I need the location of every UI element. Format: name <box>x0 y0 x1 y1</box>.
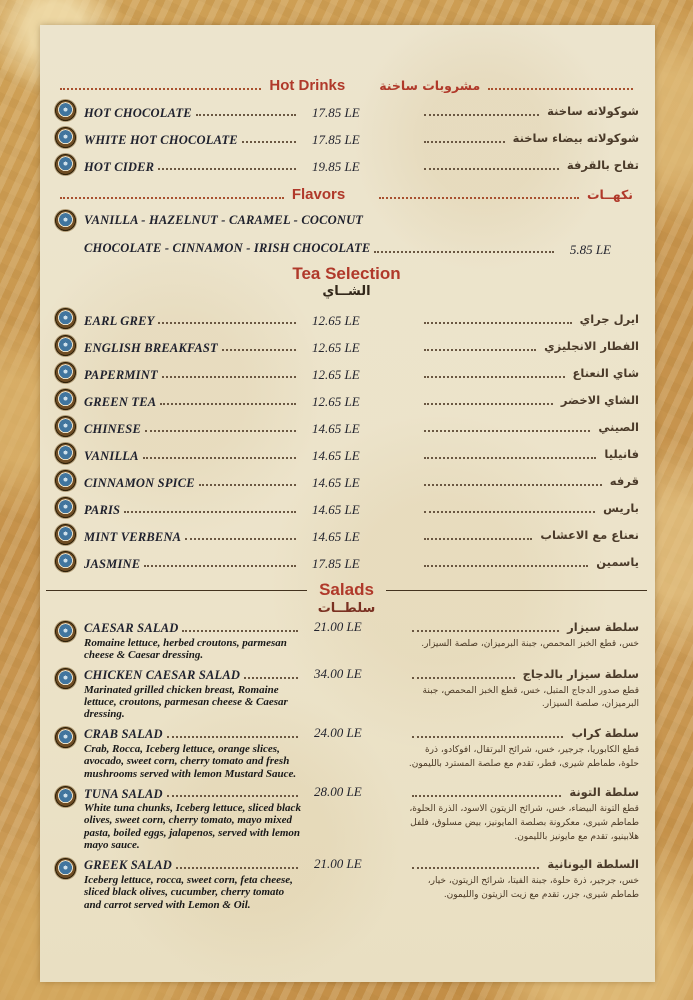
menu-item-green-tea <box>54 390 639 408</box>
item-price: 14.65 LE <box>312 475 360 491</box>
medallion-icon <box>55 100 76 121</box>
dot-leader <box>124 511 296 513</box>
item-name-ar: سلطة التونة <box>569 785 639 800</box>
item-price: 12.65 LE <box>312 313 360 329</box>
item-name-ar: نعناع مع الاعشاب <box>540 528 639 543</box>
item-price: 21.00 LE <box>314 618 362 634</box>
dot-leader <box>145 430 296 432</box>
dot-leader <box>222 349 296 351</box>
medallion-icon <box>55 470 76 491</box>
item-name-en: CRAB SALAD <box>84 727 163 742</box>
item-name-en: CHICKEN CAESAR SALAD <box>84 668 241 683</box>
dot-leader <box>160 403 296 405</box>
item-name-ar: باريس <box>603 501 639 516</box>
dot-leader <box>424 322 572 324</box>
item-name-en: PARIS <box>84 502 121 517</box>
dot-leader <box>424 141 505 143</box>
item-name-en: GREEK SALAD <box>84 858 172 873</box>
tea-title-en: Tea Selection <box>292 264 401 283</box>
dot-leader <box>412 795 561 797</box>
item-name-en: WHITE HOT CHOCOLATE <box>84 132 238 147</box>
medallion-icon <box>55 416 76 437</box>
item-name-en: GREEN TEA <box>84 394 157 409</box>
medallion-icon <box>55 551 76 572</box>
item-name-en: CAESAR SALAD <box>84 621 179 636</box>
divider-line <box>386 590 647 592</box>
item-description-ar: خس، قطع الخبز المحمص، جبنة البرميزان، صلصة السيزار. <box>421 638 639 649</box>
menu-item-paris <box>54 498 639 516</box>
dot-leader <box>242 141 296 143</box>
item-name-ar: سلطة سيزار بالدجاج <box>522 666 639 681</box>
item-name-en: CHINESE <box>84 421 141 436</box>
item-price: 12.65 LE <box>312 367 360 383</box>
dot-leader <box>374 251 553 253</box>
item-name-ar: قرفه <box>609 474 639 489</box>
menu-item-papermint <box>54 363 639 381</box>
dot-leader <box>158 322 296 324</box>
item-price: 19.85 LE <box>312 159 360 174</box>
menu-item-english-breakfast <box>54 336 639 354</box>
dot-leader <box>488 88 633 90</box>
dot-leader <box>60 88 261 90</box>
item-name-ar: شوكولاته بيضاء ساخنة <box>512 131 639 146</box>
item-name-en: JASMINE <box>84 556 141 571</box>
medallion-icon <box>55 443 76 464</box>
dot-leader <box>424 565 588 567</box>
dot-leader <box>185 538 296 540</box>
medallion-icon <box>55 524 76 545</box>
menu-item-chinese <box>54 417 639 435</box>
item-price: 17.85 LE <box>312 132 360 147</box>
salads-title-ar: سلطــات <box>317 600 376 616</box>
item-name-en: HOT CHOCOLATE <box>84 105 192 120</box>
item-name-ar: فانيليا <box>604 447 639 462</box>
medallion-icon <box>55 210 76 231</box>
salads-section-divider <box>46 580 647 600</box>
dot-leader <box>196 114 296 116</box>
flavors-line-2 <box>84 241 611 256</box>
dot-leader <box>379 197 579 199</box>
item-name-en: HOT CIDER <box>84 159 155 174</box>
dot-leader <box>424 484 602 486</box>
hot-drinks-header <box>56 73 637 93</box>
dot-leader <box>244 677 298 679</box>
item-price: 17.85 LE <box>312 556 360 572</box>
item-price: 17.85 LE <box>312 105 360 120</box>
menu-item-greek-salad <box>54 857 639 911</box>
menu-item-caesar-salad <box>54 620 639 662</box>
item-description-en: Crab, Rocca, Iceberg lettuce, orange slices, avocado, sweet corn, cherry tomato and fresh mushrooms served with lemon Mustard Sauce. <box>84 742 297 780</box>
item-description-en: Marinated grilled chicken breast, Romaine lettuce, croutons, parmesan cheese & Caesar dressing. <box>84 683 288 721</box>
medallion-icon <box>55 497 76 518</box>
item-name-ar: ايرل جراي <box>579 312 639 327</box>
medallion-icon <box>55 389 76 410</box>
item-name-ar: سلطة كراب <box>571 725 639 740</box>
menu-item-cinnamon-spice <box>54 471 639 489</box>
menu-item-hot-cider <box>54 155 639 173</box>
item-name-ar: تفاح بالقرفة <box>566 158 639 173</box>
tea-title-ar: الشــاي <box>322 284 371 300</box>
dot-leader <box>424 349 536 351</box>
item-price: 12.65 LE <box>312 394 360 410</box>
item-description-ar: خس، جرجير، ذرة حلوة، جبنة الفيتا، شرائح الزيتون، خيار، طماطم شيرى، جزر، تقدم مع زيت الزيتون والليمون. <box>427 875 639 900</box>
dot-leader <box>162 376 296 378</box>
menu-item-tuna-salad <box>54 785 639 852</box>
dot-leader <box>158 168 296 170</box>
item-name-en: EARL GREY <box>84 313 155 328</box>
item-price: 14.65 LE <box>312 529 360 545</box>
menu-item-crab-salad <box>54 726 639 780</box>
item-price: 14.65 LE <box>312 502 360 518</box>
medallion-icon <box>55 621 76 642</box>
dot-leader <box>424 168 559 170</box>
item-name-ar: السلطة اليونانية <box>547 856 639 871</box>
divider-line <box>46 590 307 592</box>
dot-leader <box>424 376 565 378</box>
dot-leader <box>176 867 298 869</box>
dot-leader <box>424 403 553 405</box>
hot-drinks-title-ar: مشروبات ساخنة <box>379 78 481 94</box>
dot-leader <box>412 736 563 738</box>
dot-leader <box>60 197 284 199</box>
flavors-header <box>56 182 637 202</box>
flavors-header-ar <box>375 188 637 202</box>
menu-item-white-hot-chocolate <box>54 128 639 146</box>
hot-drinks-header-en <box>56 78 349 93</box>
medallion-icon <box>55 727 76 748</box>
medallion-icon <box>55 858 76 879</box>
item-price: 34.00 LE <box>314 665 362 681</box>
item-name-ar: شوكولاته ساخنة <box>547 104 639 119</box>
hot-drinks-title-en: Hot Drinks <box>269 77 346 94</box>
item-description-ar: قطع الكابوريا، جرجير، خس، شرائح البرتقال، افوكادو، ذرة حلوة، طماطم شيرى، فطر، تقدم مع صلصة المسترد بالليمون. <box>408 744 639 769</box>
menu-item-vanilla-tea <box>54 444 639 462</box>
item-name-ar: شاي النعناع <box>572 366 639 381</box>
item-description-en: White tuna chunks, Iceberg lettuce, sliced black olives, sweet corn, cherry tomato, mayo mixed pasta, boiled eggs, jalapenos, served with lemon mayo sauce. <box>84 802 301 852</box>
item-name-en: PAPERMINT <box>84 367 158 382</box>
item-price: 12.65 LE <box>312 340 360 356</box>
menu-item-mint-verbena <box>54 525 639 543</box>
medallion-icon <box>55 154 76 175</box>
dot-leader <box>424 457 596 459</box>
tea-section-title <box>54 264 639 301</box>
flavors-title-en: Flavors <box>291 186 346 203</box>
item-name-ar: ياسمين <box>596 555 639 570</box>
hot-drinks-header-ar <box>375 79 637 93</box>
flavors-list-2: CHOCOLATE - CINNAMON - IRISH CHOCOLATE <box>84 241 371 255</box>
menu-item-chicken-caesar-salad <box>54 667 639 721</box>
item-description-ar: قطع صدور الدجاج المتبل، خس، قطع الخبز المحمص، جبنة البرميزان، صلصة السيزار. <box>422 685 639 710</box>
medallion-icon <box>55 786 76 807</box>
dot-leader <box>143 457 296 459</box>
dot-leader <box>424 511 595 513</box>
item-price: 24.00 LE <box>314 724 362 740</box>
dot-leader <box>144 565 296 567</box>
dot-leader <box>412 677 515 679</box>
item-price: 14.65 LE <box>312 421 360 437</box>
dot-leader <box>167 736 298 738</box>
item-price: 28.00 LE <box>314 784 362 800</box>
item-name-en: TUNA SALAD <box>84 786 163 801</box>
item-price: 14.65 LE <box>312 448 360 464</box>
item-name-ar: سلطة سيزار <box>567 619 639 634</box>
flavors-price: 5.85 LE <box>569 242 611 257</box>
dot-leader <box>424 538 532 540</box>
menu-item-jasmine <box>54 552 639 570</box>
item-name-ar: الفطار الانجليزي <box>544 339 639 354</box>
tea-items <box>54 309 639 570</box>
menu-item-hot-chocolate <box>54 101 639 119</box>
flavors-line-1 <box>54 210 639 231</box>
item-description-ar: قطع التونة البيضاء، خس، شرائح الزيتون الاسود، الذرة الحلوة، طماطم شيرى، معكرونة بصلصة المايونيز، بيض مسلوق، فلفل هلابينيو، تقدم مع مايونيز بالليمون. <box>409 804 639 842</box>
item-name-ar: الصيني <box>598 420 639 435</box>
flavors-list-1: VANILLA - HAZELNUT - CARAMEL - COCONUT <box>84 213 364 227</box>
item-description-en: Iceberg lettuce, rocca, sweet corn, feta cheese, sliced black olives, cucumber, cherry tomato and carrot served with Lemon & Oil. <box>84 873 293 911</box>
medallion-icon <box>55 362 76 383</box>
dot-leader <box>424 114 539 116</box>
dot-leader <box>167 795 298 797</box>
dot-leader <box>182 630 298 632</box>
medallion-icon <box>55 668 76 689</box>
item-name-en: VANILLA <box>84 448 139 463</box>
menu-panel <box>40 25 655 982</box>
item-name-ar: الشاي الاخضر <box>560 393 639 408</box>
item-name-en: MINT VERBENA <box>84 529 182 544</box>
item-name-en: CINNAMON SPICE <box>84 475 195 490</box>
item-description-en: Romaine lettuce, herbed croutons, parmesan cheese & Caesar dressing. <box>84 636 287 662</box>
salads-title-en: Salads <box>319 580 374 600</box>
dot-leader <box>199 484 296 486</box>
dot-leader <box>412 867 539 869</box>
flavors-header-en <box>56 187 349 202</box>
dot-leader <box>412 630 559 632</box>
flavors-title-ar: نكهــات <box>586 187 633 203</box>
dot-leader <box>424 430 590 432</box>
item-price: 21.00 LE <box>314 855 362 871</box>
medallion-icon <box>55 308 76 329</box>
menu-item-earl-grey <box>54 309 639 327</box>
item-name-en: ENGLISH BREAKFAST <box>84 340 218 355</box>
medallion-icon <box>55 127 76 148</box>
medallion-icon <box>55 335 76 356</box>
